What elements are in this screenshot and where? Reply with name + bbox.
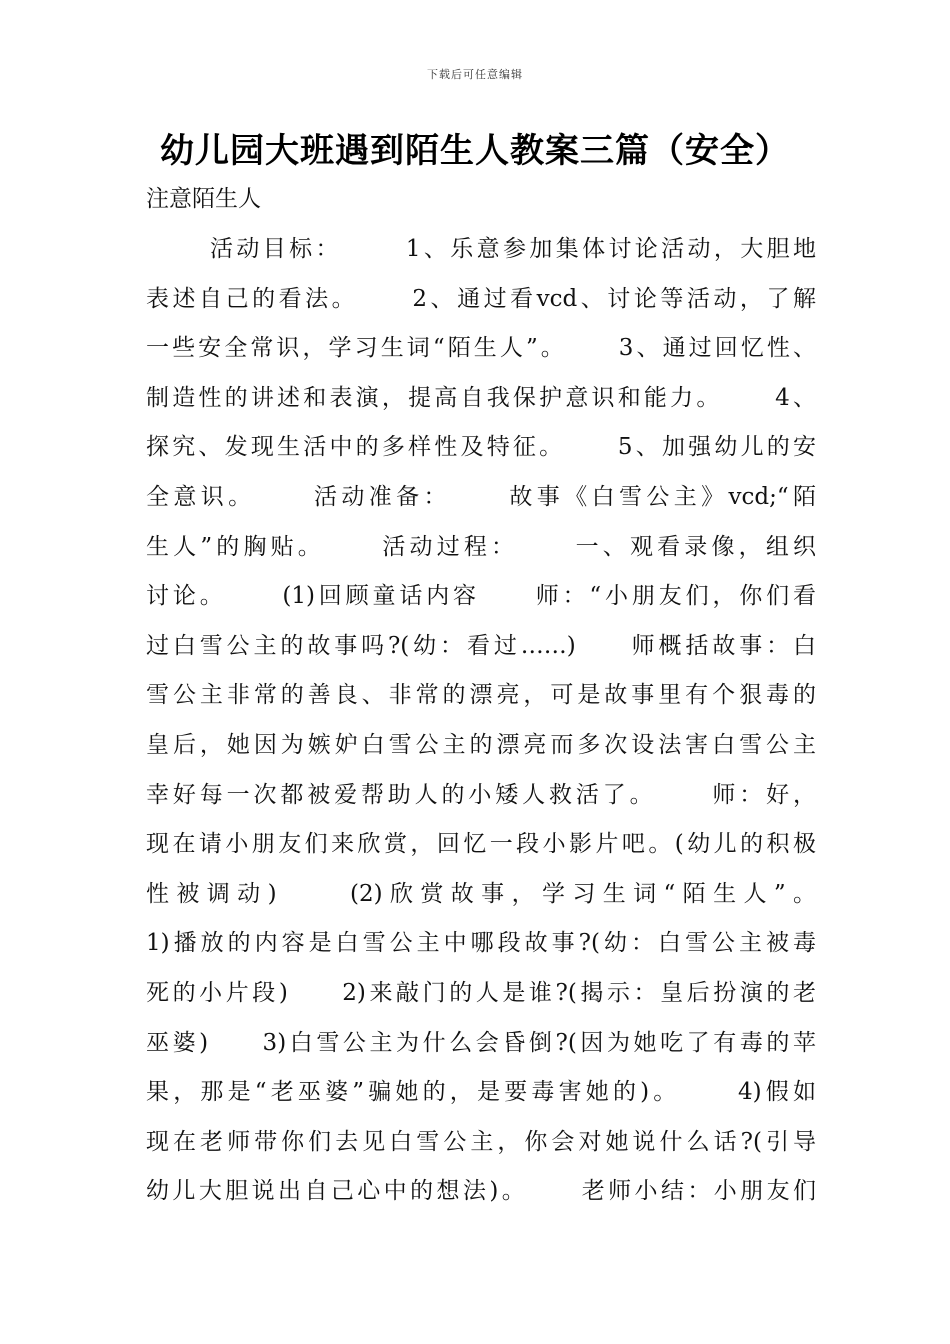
body-line: 死的小片段) 2)来敲门的人是谁?(揭示：皇后扮演的老 [146,979,816,1006]
document-body [146,229,816,1221]
body-line: 制造性的讲述和表演，提高自我保护意识和能力。 4、 [146,384,816,411]
body-line: 现在请小朋友们来欣赏，回忆一段小影片吧。(幼儿的积极 [146,831,816,858]
body-line: 幸好每一次都被爱帮助人的小矮人救活了。 师：好， [146,781,816,808]
body-line: 雪公主非常的善良、非常的漂亮，可是故事里有个狠毒的 [146,682,816,709]
body-line: 讨论。 (1)回顾童话内容 师：“小朋友们，你们看 [146,583,816,610]
document-title: 幼儿园大班遇到陌生人教案三篇（安全） [160,131,790,171]
document-subtitle: 注意陌生人 [146,186,261,212]
body-line: 皇后，她因为嫉妒白雪公主的漂亮而多次设法害白雪公主 [146,731,816,758]
body-line: 探究、发现生活中的多样性及特征。 5、加强幼儿的安 [146,434,816,461]
body-line: 生人”的胸贴。 活动过程： 一、观看录像，组织 [146,533,816,560]
body-line: 表述自己的看法。 2、通过看vcd、讨论等活动，了解 [146,285,816,312]
body-line: 性被调动) (2)欣赏故事，学习生词“陌生人”。 [146,880,816,907]
body-line: 全意识。 活动准备： 故事《白雪公主》vcd;“陌 [146,483,816,510]
page-header-note: 下载后可任意编辑 [427,68,523,81]
body-line: 活动目标： 1、乐意参加集体讨论活动，大胆地 [146,236,816,262]
body-line: 果，那是“老巫婆”骗她的，是要毒害她的)。 4)假如 [146,1079,816,1106]
body-line: 一些安全常识，学习生词“陌生人”。 3、通过回忆性、 [146,335,816,362]
body-line: 过白雪公主的故事吗?(幼：看过……) 师概括故事：白 [146,632,816,659]
body-line: 幼儿大胆说出自己心中的想法)。 老师小结：小朋友们 [146,1178,816,1205]
body-line: 现在老师带你们去见白雪公主，你会对她说什么话?(引导 [146,1128,816,1155]
body-line: 巫婆) 3)白雪公主为什么会昏倒?(因为她吃了有毒的苹 [146,1029,816,1056]
body-line: 1)播放的内容是白雪公主中哪段故事?(幼：白雪公主被毒 [146,930,816,957]
